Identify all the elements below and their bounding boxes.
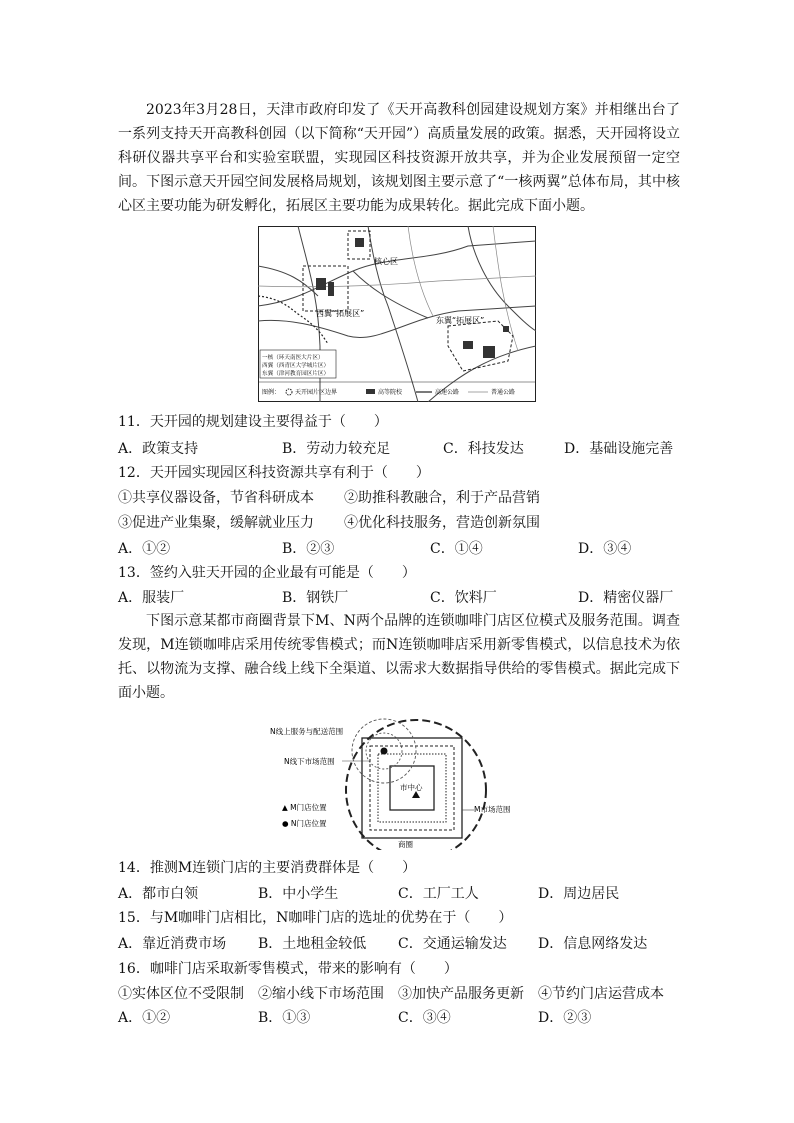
m-range-label: M市场范围 (474, 805, 511, 814)
q15-option-a[interactable]: A．靠近消费市场 (118, 936, 227, 952)
tiankai-map (258, 226, 536, 402)
q14-option-b[interactable]: B．中小学生 (258, 886, 339, 902)
coffee-store-diagram (270, 716, 530, 850)
legend-boundary: 天开园片区边界 (295, 389, 338, 396)
n-online-range-label: N线上服务与配送范围 (270, 727, 344, 736)
q11-option-d[interactable]: D．基础设施完善 (564, 441, 674, 457)
passage-2-text: 下图示意某都市商圈背景下M、N两个品牌的连锁咖啡门店区位模式及服务范围。调查发现，M连锁咖啡店采用传统零售模式；而N连锁咖啡店采用新零售模式，以信息技术为依托、以物流为支撑、融合线上线下全渠道、以需求大数据指导供给的零售模式。据此完成下面小题。 (118, 613, 680, 701)
legend-college: 高等院校 (378, 389, 403, 396)
q11-option-c[interactable]: C．科技发达 (443, 441, 524, 457)
q16-option-b[interactable]: B．①③ (258, 1010, 311, 1026)
east-wing-label: 东翼“拓展区” (436, 316, 485, 325)
m-store-legend: ▲ M门店位置 (282, 803, 327, 812)
district-label: 商圈 (398, 840, 413, 849)
legend-title: 图例： (262, 389, 281, 396)
q16-statement-2: ②缩小线下市场范围 (258, 986, 384, 1002)
n-offline-range-label: N线下市场范围 (284, 757, 335, 766)
q13-option-b[interactable]: B．钢铁厂 (282, 590, 349, 606)
legend-west: 西翼（西青区大学城片区） (262, 363, 330, 369)
q14-stem: 14．推测M连锁门店的主要消费群体是（ ） (118, 860, 417, 876)
core-label: 核心区 (374, 257, 398, 266)
passage-1 (118, 98, 680, 218)
passage-1-text: 2023年3月28日，天津市政府印发了《天开高教科创园建设规划方案》并相继出台了一系列支持天开高教科创园（以下简称“天开园”）高质量发展的政策。据悉，天开园将设立科研仪器共享平台和实验室联盟，实现园区科技资源开放共享，并为企业发展预留一定空间。下图示意天开园空间发展格局规划，该规划图主要示意了“一核两翼”总体布局，其中核心区主要功能为研发孵化，拓展区主要功能为成果转化。据此完成下面小题。 (118, 102, 680, 214)
q12-option-d[interactable]: D．③④ (578, 541, 632, 557)
q12-statement-4: ④优化科技服务，营造创新氛围 (344, 515, 540, 531)
q16-option-a[interactable]: A．①② (118, 1010, 171, 1026)
q14-option-c[interactable]: C．工厂工人 (398, 886, 479, 902)
q16-option-d[interactable]: D．②③ (538, 1010, 592, 1026)
legend-highway: 高速公路 (435, 389, 460, 396)
q12-stem: 12．天开园实现园区科技资源共享有利于（ ） (118, 465, 430, 481)
city-center-label: 市中心 (400, 783, 423, 792)
q12-option-b[interactable]: B．②③ (282, 541, 335, 557)
legend-road: 普通公路 (491, 389, 516, 396)
q16-statement-1: ①实体区位不受限制 (118, 986, 244, 1002)
q14-option-d[interactable]: D．周边居民 (538, 886, 620, 902)
q15-option-b[interactable]: B．土地租金较低 (258, 936, 367, 952)
q13-option-c[interactable]: C．饮料厂 (430, 590, 497, 606)
n-store-legend: ● N门店位置 (282, 819, 327, 828)
q15-option-c[interactable]: C．交通运输发达 (398, 936, 507, 952)
q13-option-d[interactable]: D．精密仪器厂 (578, 590, 674, 606)
q14-option-a[interactable]: A．都市白领 (118, 886, 199, 902)
q16-statement-4: ④节约门店运营成本 (538, 986, 664, 1002)
q12-statement-2: ②助推科教融合，利于产品营销 (344, 490, 540, 506)
west-wing-label: 西翼“拓展区” (316, 309, 365, 318)
q13-stem: 13．签约入驻天开园的企业最有可能是（ ） (118, 565, 416, 581)
q12-option-c[interactable]: C．①④ (430, 541, 483, 557)
q16-statement-3: ③加快产品服务更新 (398, 986, 524, 1002)
q13-option-a[interactable]: A．服装厂 (118, 590, 185, 606)
passage-2 (118, 609, 680, 705)
q16-option-c[interactable]: C．③④ (398, 1010, 451, 1026)
q12-statement-1: ①共享仪器设备，节省科研成本 (118, 490, 314, 506)
q15-option-d[interactable]: D．信息网络发达 (538, 936, 648, 952)
q11-stem: 11．天开园的规划建设主要得益于（ ） (118, 414, 388, 430)
q15-stem: 15．与M咖啡门店相比，N咖啡门店的选址的优势在于（ ） (118, 910, 513, 926)
q16-stem: 16．咖啡门店采取新零售模式，带来的影响有（ ） (118, 961, 458, 977)
q11-option-b[interactable]: B．劳动力较充足 (282, 441, 391, 457)
legend-east: 东翼（津河教育园区片区） (262, 371, 330, 377)
q11-option-a[interactable]: A．政策支持 (118, 441, 199, 457)
legend-core: 一核（环天南医大片区） (262, 355, 324, 361)
q12-option-a[interactable]: A．①② (118, 541, 171, 557)
q12-statement-3: ③促进产业集聚，缓解就业压力 (118, 515, 314, 531)
